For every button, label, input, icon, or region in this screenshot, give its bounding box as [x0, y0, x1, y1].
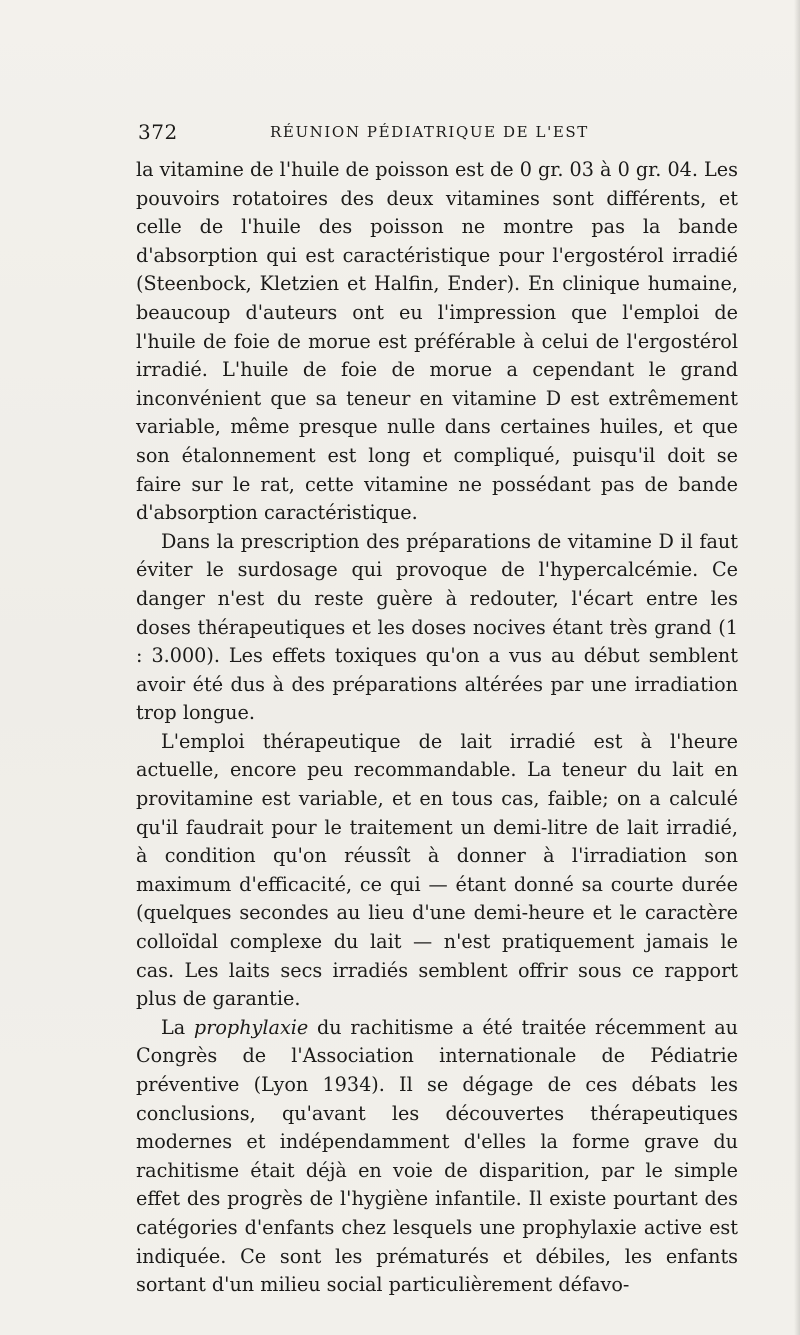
body-text	[136, 156, 738, 1300]
paragraph-irradiated-milk: L'emploi thérapeutique de lait irradié est à l'heure actuelle, encore peu recommandable. La teneur du lait en provitamine est variable, et en tous cas, faible; on a calculé qu'il faudrait pour le traitement un demi-litre de lait irradié, à condition qu'on réussît à donner à l'irradiation son maximum d'efficacité, ce qui — étant donné sa courte durée (quelques secondes au lieu d'une demi-heure et le caractère colloïdal complexe du lait — n'est pratiquement jamais le cas. Les laits secs irradiés semblent offrir sous ce rapport plus de garantie.	[136, 729, 738, 1011]
paragraph-vitamin-oil: la vitamine de l'huile de poisson est de 0 gr. 03 à 0 gr. 04. Les pouvoirs rotatoires des deux vitamines sont différents, et celle de l'huile des poisson ne montre pas la bande d'absorption qui est caractéristique pour l'ergostérol irradié (Steenbock, Kletzien et Halfin, Ender). En clinique humaine, beaucoup d'auteurs ont eu l'impression que l'emploi de l'huile de foie de morue est préférable à celui de l'ergostérol irradié. L'huile de foie de morue a cependant le grand inconvénient que sa teneur en vitamine D est extrêmement variable, même presque nulle dans certaines huiles, et que son étalonnement est long et compliqué, puisqu'il doit se faire sur le rat, cette vitamine ne possédant pas de bande d'absorption caractéristique.	[136, 158, 739, 525]
paragraph-prophylaxis-lead: La	[161, 1015, 194, 1039]
paragraph-prophylaxis-rest: du rachitisme a été traitée récemment au Congrès de l'Association internationale de Pédiatrie préventive (Lyon 1934). Il se dégage de ces débats les conclusions, qu'avant les découvertes thérapeutiques modernes et indépendamment d'elles la forme grave du rachitisme était déjà en voie de disparition, par le simple effet des progrès de l'hygiène infantile. Il existe pourtant des catégories d'enfants chez lesquels une prophylaxie active est indiquée. Ce sont les prématurés et débiles, les enfants sortant d'un milieu social particulièrement défavo-	[136, 1015, 738, 1297]
paragraph-prophylaxis	[136, 1014, 738, 1300]
prophylaxie-emphasis: prophylaxie	[193, 1015, 309, 1039]
page-number: 372	[138, 120, 178, 144]
page-edge-shadow	[794, 0, 800, 1335]
page-header	[138, 120, 738, 144]
paragraph-prescription: Dans la prescription des préparations de vitamine D il faut éviter le surdosage qui provoque de l'hypercalcémie. Ce danger n'est du reste guère à redouter, l'écart entre les doses thérapeutiques et les doses nocives étant très grand (1 : 3.000). Les effets toxiques qu'on a vus au début semblent avoir été dus à des préparations altérées par une irradiation trop longue.	[136, 529, 738, 725]
running-title: RÉUNION PÉDIATRIQUE DE L'EST	[270, 123, 589, 141]
